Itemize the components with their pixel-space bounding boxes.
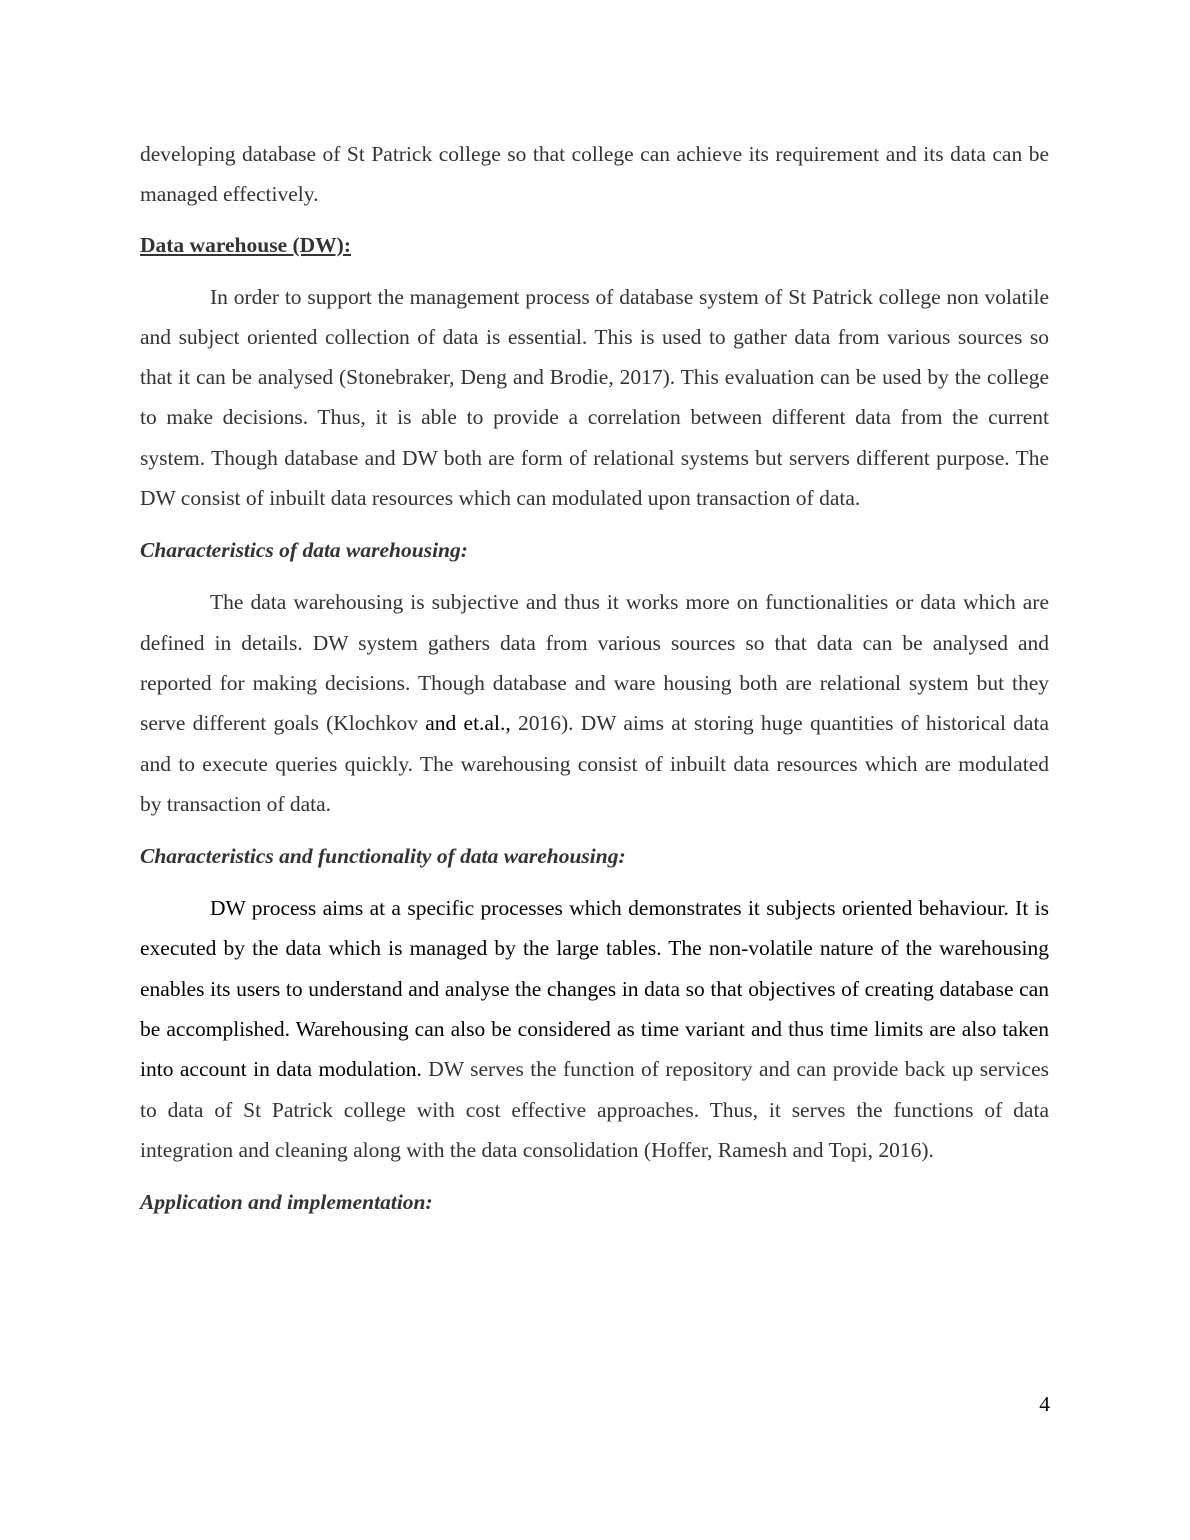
application-heading: Application and implementation:	[140, 1190, 433, 1215]
functionality-text-part1: DW process aims at a specific processes which demonstrates it subjects oriented behaviour. It is executed by the data which is managed by the large tables. The non-volatile nature of the warehousing enables its users to understand and analyse the changes in data so that objectives of creating database can be accomplished. Warehousing can also be considered as time variant and thus time limits are also taken into account in data modulation.	[140, 896, 1049, 1082]
characteristics-heading: Characteristics of data warehousing:	[140, 538, 468, 563]
functionality-heading: Characteristics and functionality of data warehousing:	[140, 844, 626, 869]
characteristics-text-part1: The data warehousing is subjective and thus it works more on functionalities or data which are defined in details. DW system gathers data from various sources so that data can be analysed and reported for making decisions. Though database and ware housing both are relational system but they serve different goals (Klochkov	[140, 590, 1049, 736]
citation-et-al: and et.al.,	[425, 711, 511, 736]
dw-heading: Data warehouse (DW):	[140, 232, 351, 257]
page-number: 4	[1039, 1392, 1050, 1416]
characteristics-paragraph	[140, 582, 1049, 824]
dw-paragraph: In order to support the management process of database system of St Patrick college non volatile and subject oriented collection of data is essential. This is used to gather data from various sources so that it can be analysed (Stonebraker, Deng and Brodie, 2017). This evaluation can be used by the college to make decisions. Thus, it is able to provide a correlation between different data from the current system. Though database and DW both are form of relational systems but servers different purpose. The DW consist of inbuilt data resources which can modulated upon transaction of data.	[140, 284, 1049, 511]
document-page	[140, 134, 1049, 1222]
functionality-paragraph	[140, 888, 1049, 1170]
intro-continuation-paragraph: developing database of St Patrick college so that college can achieve its requirement and its data can be managed effectively.	[140, 142, 1049, 207]
characteristics-text-part3: 2016). DW aims at storing huge quantities of historical data and to execute queries quickly. The warehousing consist of inbuilt data resources which are modulated by transaction of data.	[140, 711, 1049, 816]
functionality-text-part2: DW serves the function of repository and can provide back up services to data of St Patrick college with cost effective approaches. Thus, it serves the functions of data integration and cleaning along with the data consolidation (Hoffer, Ramesh and Topi, 2016).	[140, 1057, 1049, 1162]
